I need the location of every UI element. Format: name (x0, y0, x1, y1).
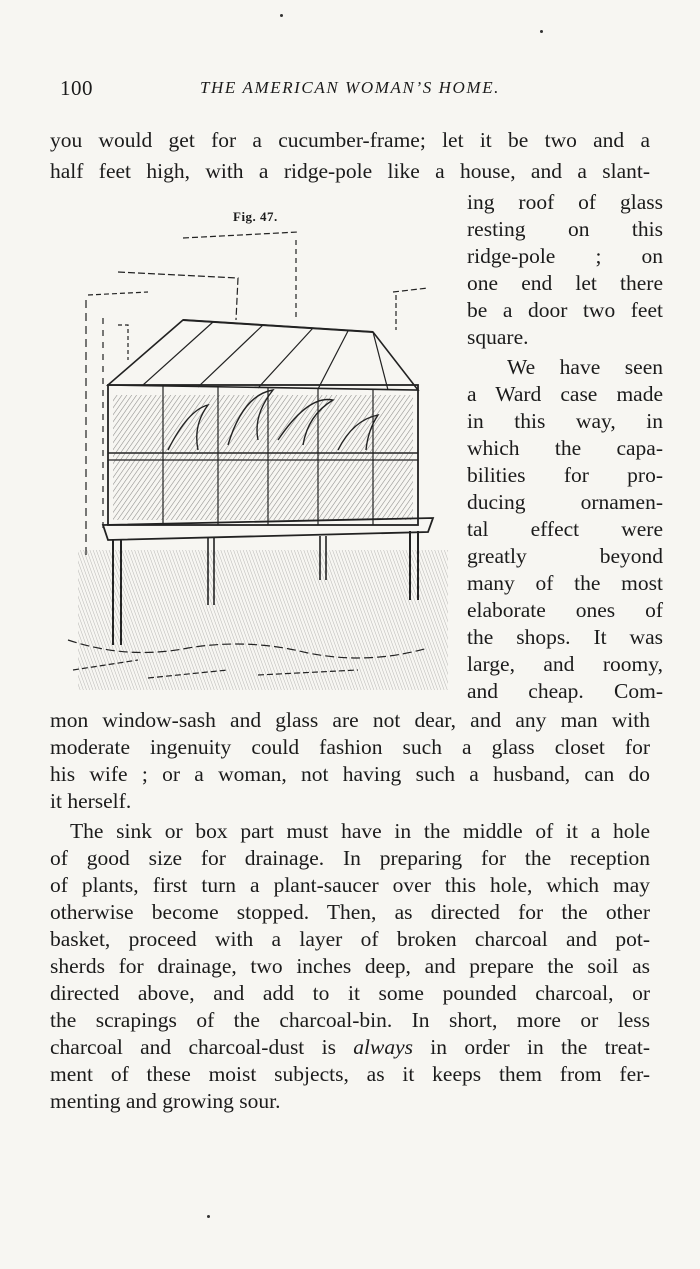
side-text-line: be a door two feet (467, 298, 663, 322)
page-header (60, 76, 636, 106)
page-number: 100 (60, 76, 93, 100)
text-line: moderate ingenuity could fashion such a glass closet for (50, 735, 650, 759)
text-line: mon window-sash and glass are not dear, and any man with (50, 708, 650, 732)
side-text-line: one end let there (467, 271, 663, 295)
side-text-line: and cheap. Com- (467, 679, 663, 703)
text-line: otherwise become stopped. Then, as directed for the other (50, 900, 650, 924)
emphasis-always: always (353, 1035, 413, 1059)
side-text-line: greatly beyond (467, 544, 663, 568)
side-text-line: square. (467, 325, 529, 349)
text-line: of good size for drainage. In preparing for the reception (50, 846, 650, 870)
speck (540, 30, 543, 33)
text-line: it herself. (50, 789, 132, 813)
side-text-line: ducing ornamen- (467, 490, 663, 514)
side-text-line: many of the most (467, 571, 663, 595)
side-text-line: We have seen (507, 355, 663, 379)
text-line-with-emphasis (50, 1034, 650, 1060)
text-line: menting and growing sour. (50, 1089, 281, 1113)
side-text-line: ridge-pole ; on (467, 244, 663, 268)
text-fragment: in order in the treat- (412, 1035, 650, 1059)
text-line: The sink or box part must have in the middle of it a hole (70, 819, 650, 843)
text-line: ment of these moist subjects, as it keeps them from fer- (50, 1062, 650, 1086)
side-text-line: the shops. It was (467, 625, 663, 649)
text-line: the scrapings of the charcoal-bin. In short, more or less (50, 1008, 650, 1032)
speck (207, 1215, 210, 1218)
text-fragment: charcoal and charcoal-dust is (50, 1035, 354, 1059)
text-line: basket, proceed with a layer of broken charcoal and pot- (50, 927, 650, 951)
side-text-line: elaborate ones of (467, 598, 663, 622)
side-text-line: ing roof of glass (467, 190, 663, 214)
side-text-line: resting on this (467, 217, 663, 241)
text-line: you would get for a cucumber-frame; let it be two and a (50, 128, 650, 152)
ward-case-illustration (58, 200, 463, 700)
running-head: THE AMERICAN WOMAN’S HOME. (200, 78, 501, 97)
figure-caption: Fig. 47. (233, 209, 278, 224)
side-text-line: bilities for pro- (467, 463, 663, 487)
text-line: directed above, and add to it some pounded charcoal, or (50, 981, 650, 1005)
speck (280, 14, 283, 17)
side-text-line: a Ward case made (467, 382, 663, 406)
side-text-line: which the capa- (467, 436, 663, 460)
text-line: his wife ; or a woman, not having such a husband, can do (50, 762, 650, 786)
side-text-line: large, and roomy, (467, 652, 663, 676)
text-line: of plants, first turn a plant-saucer over this hole, which may (50, 873, 650, 897)
text-line: sherds for drainage, two inches deep, and prepare the soil as (50, 954, 650, 978)
side-text-line: tal effect were (467, 517, 663, 541)
text-line: half feet high, with a ridge-pole like a house, and a slant- (50, 159, 650, 183)
side-text-line: in this way, in (467, 409, 663, 433)
